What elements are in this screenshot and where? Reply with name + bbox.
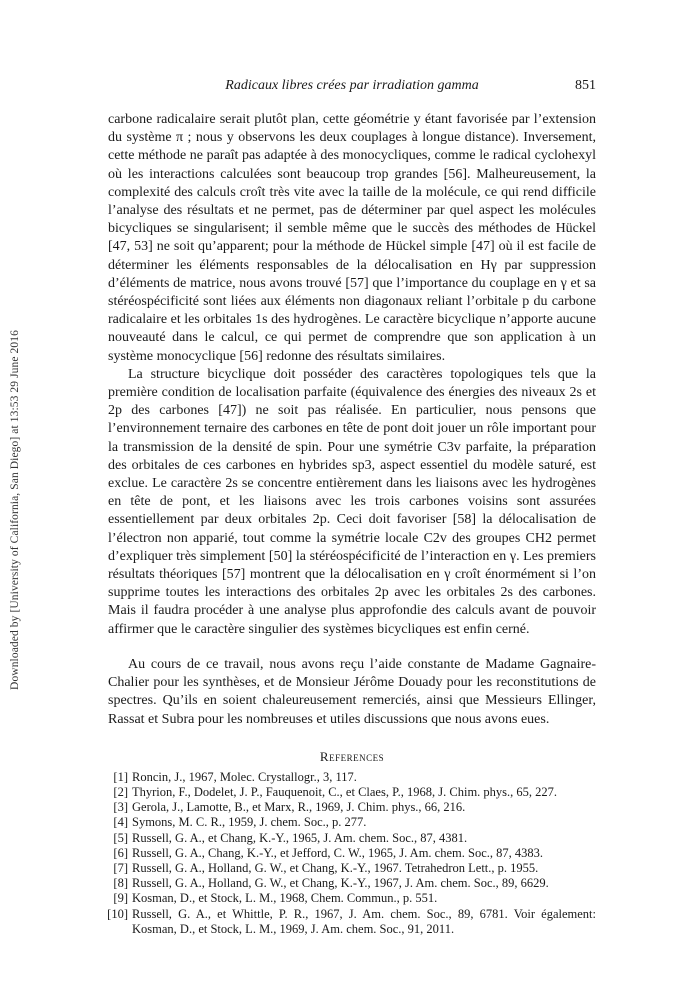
- reference-item: [108, 891, 596, 906]
- reference-text: Russell, G. A., Chang, K.-Y., et Jefford, C. W., 1965, J. Am. chem. Soc., 87, 4383.: [132, 845, 543, 860]
- reference-number: [6]: [113, 845, 128, 860]
- page-header: [108, 78, 596, 98]
- reference-item: [108, 846, 596, 861]
- reference-text: Russell, G. A., et Chang, K.-Y., 1965, J. Am. chem. Soc., 87, 4381.: [132, 830, 468, 845]
- reference-item: [108, 800, 596, 815]
- reference-text: Russell, G. A., Holland, G. W., et Chang, K.-Y., 1967, J. Am. chem. Soc., 89, 6629.: [132, 876, 549, 891]
- reference-number: [5]: [113, 830, 128, 845]
- reference-text: Symons, M. C. R., 1959, J. chem. Soc., p. 277.: [132, 815, 367, 830]
- reference-number: [2]: [113, 784, 128, 799]
- page-body: [108, 111, 596, 937]
- reference-number: [9]: [113, 891, 128, 906]
- reference-number: [1]: [113, 769, 128, 784]
- reference-number: [3]: [113, 800, 128, 815]
- reference-item: [108, 907, 596, 937]
- reference-text: Russell, G. A., et Whittle, P. R., 1967, J. Am. chem. Soc., 89, 6781. Voir également: Kosman, D., et Stock, L. M., 1969, J. Am. chem. Soc., 91, 2011.: [132, 906, 596, 936]
- running-title: Radicaux libres crées par irradiation gamma: [225, 78, 479, 93]
- reference-text: Russell, G. A., Holland, G. W., et Chang, K.-Y., 1967. Tetrahedron Lett., p. 1955.: [132, 860, 539, 875]
- acknowledgement: Au cours de ce travail, nous avons reçu l’aide constante de Madame Gagnaire-Chalier pour les synthèses, et de Monsieur Jérôme Douady pour les reconstitutions de spectres. Qu’ils en soient chaleureusement remerciés, ainsi que Messieurs Ellinger, Rassat et Subra pour les nombreuses et utiles discussions que nous avons eues.: [108, 656, 596, 727]
- page-number: 851: [575, 78, 596, 93]
- download-notice: [0, 60, 30, 960]
- references-heading: References: [319, 748, 385, 764]
- reference-number: [10]: [107, 906, 128, 921]
- reference-item: [108, 876, 596, 891]
- reference-text: Roncin, J., 1967, Molec. Crystallogr., 3, 117.: [132, 769, 357, 784]
- reference-item: [108, 815, 596, 830]
- reference-number: [4]: [113, 815, 128, 830]
- download-notice-text: Downloaded by [University of California, San Diego] at 13:53 29 June 2016: [9, 330, 21, 690]
- reference-number: [7]: [113, 860, 128, 875]
- reference-list: [108, 770, 596, 937]
- reference-text: Gerola, J., Lamotte, B., et Marx, R., 1969, J. Chim. phys., 66, 216.: [132, 800, 466, 815]
- reference-item: [108, 831, 596, 846]
- reference-number: [8]: [113, 876, 128, 891]
- paragraph-bicyclic-structure: La structure bicyclique doit posséder des caractères topologiques tels que la première condition de localisation parfaite (équivalence des énergies des niveaux 2s et 2p des carbones [47]) ne soit pas réalisée. En particulier, nous pensons que l’environnement ternaire des carbones en tête de pont doit jouer un rôle important pour la transmission de la densité de spin. Pour une symétrie C3v parfaite, la préparation des orbitales de ces carbones en hybrides sp3, aspect essentiel du modèle saturé, est exclue. Le caractère 2s se concentre entièrement dans les liaisons avec les hydrogènes en tête de pont, et les liaisons avec les trois carbones voisins sont assurées essentiellement par deux orbitales 2p. Ceci doit favoriser [58] la délocalisation de l’électron non apparié, tout comme la symétrie locale C2v des groupes CH2 permet d’expliquer très simplement [50] la stéréospécificité de l’interaction en γ. Les premiers résultats théoriques [57] montrent que la délocalisation en γ croît énormément si l’on supprime toutes les interactions des orbitales 2p avec les orbitales 2s des carbones. Mais il faudra procéder à une analyse plus approfondie des calculs avant de pouvoir affirmer que le caractère singulier des systèmes bicycliques est enfin cerné.: [108, 366, 596, 637]
- paragraph-continuation: carbone radicalaire serait plutôt plan, cette géométrie y étant favorisée par l’extension du système π ; nous y observons les deux couplages à longue distance). Inversement, cette méthode ne paraît pas adaptée à des monocycliques, comme le radical cyclohexyl où les interactions calculées sont beaucoup trop grandes [56]. Malheureusement, la complexité des calculs croît très vite avec la taille de la molécule, ce qui rend difficile l’analyse des résultats et ne permet, pas de déterminer par quel aspect les molécules bicycliques se singularisent; il semble même que le succès des méthodes de Hückel [47, 53] ne soit qu’apparent; pour la méthode de Hückel simple [47] où il est facile de déterminer les éléments responsables de la délocalisation en Hγ par suppression d’éléments de matrice, nous avons trouvé [57] que l’importance du couplage en γ et sa stéréospécificité sont liées aux éléments non diagonaux reliant l’orbitale p du carbone radicalaire et les orbitales 1s des hydrogènes. Le caractère bicyclique n’apporte aucune nouveauté dans le calcul, ce qui permet de comprendre que son application à un système monocyclique [56] redonne des résultats similaires.: [108, 112, 596, 364]
- reference-text: Thyrion, F., Dodelet, J. P., Fauquenoit, C., et Claes, P., 1968, J. Chim. phys., 65, 227.: [132, 784, 558, 799]
- reference-item: [108, 770, 596, 785]
- reference-item: [108, 861, 596, 876]
- reference-text: Kosman, D., et Stock, L. M., 1968, Chem. Commun., p. 551.: [132, 891, 438, 906]
- reference-item: [108, 785, 596, 800]
